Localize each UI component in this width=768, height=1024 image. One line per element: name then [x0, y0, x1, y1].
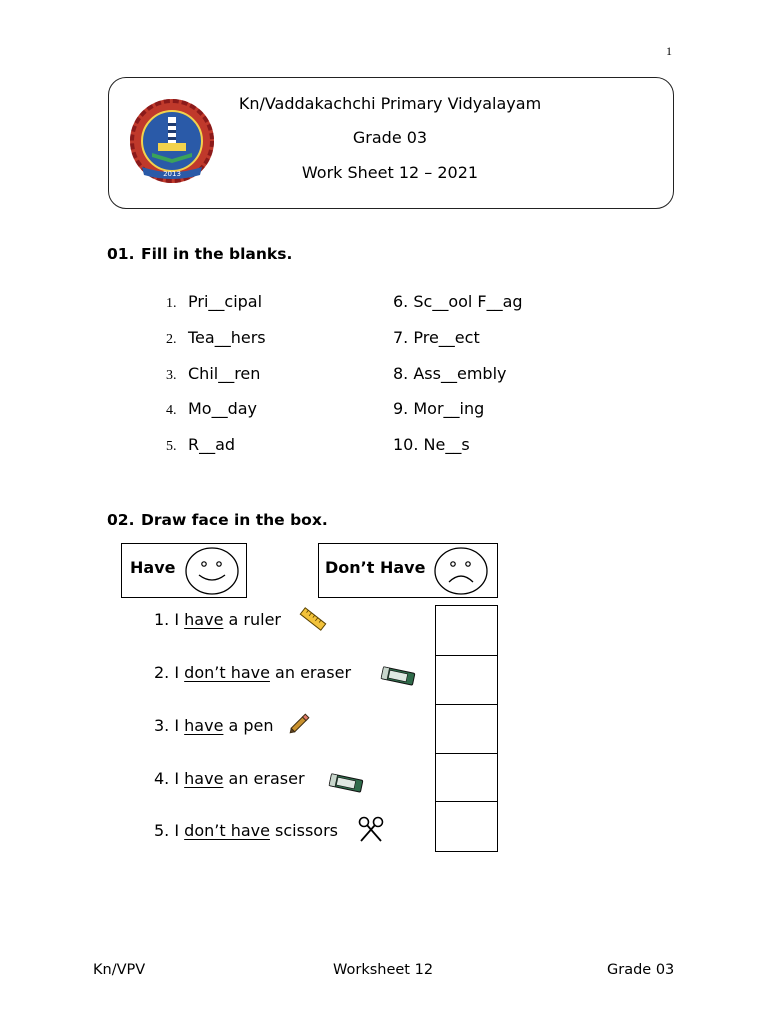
- section1-title: Fill in the blanks.: [141, 245, 293, 263]
- blank-item: 10. Ne__s: [393, 435, 470, 454]
- blank-item: 3. Chil__ren: [166, 364, 261, 383]
- pen-icon: [286, 709, 314, 737]
- sentence-2: 2. I don’t have an eraser: [154, 663, 352, 682]
- dont-have-label: Don’t Have: [325, 558, 426, 577]
- answer-box-3[interactable]: [435, 704, 498, 754]
- section1-number: 01.: [107, 245, 135, 263]
- sentence-4: 4. I have an eraser: [154, 769, 305, 788]
- ruler-icon: [298, 604, 328, 634]
- happy-face-icon: [184, 546, 240, 596]
- footer-center: Worksheet 12: [333, 962, 434, 978]
- school-crest-icon: [128, 97, 216, 185]
- blank-item: 6. Sc__ool F__ag: [393, 292, 523, 311]
- blank-item: 5. R__ad: [166, 435, 236, 454]
- blank-item: 7. Pre__ect: [393, 328, 480, 347]
- sentence-3: 3. I have a pen: [154, 716, 274, 735]
- sad-face-icon: [433, 546, 489, 596]
- answer-box-4[interactable]: [435, 753, 498, 802]
- worksheet-title: Work Sheet 12 – 2021: [301, 163, 479, 182]
- section2-heading: [107, 511, 328, 529]
- eraser-icon: [380, 664, 416, 688]
- section1-heading: [107, 245, 292, 263]
- blank-item: 9. Mor__ing: [393, 399, 485, 418]
- scissors-icon: [356, 814, 386, 844]
- logo-year: 2013: [163, 170, 181, 178]
- answer-box-1[interactable]: [435, 605, 498, 656]
- sentence-5: 5. I don’t have scissors: [154, 821, 338, 840]
- page-number: 1: [666, 44, 672, 58]
- sentence-1: 1. I have a ruler: [154, 610, 281, 629]
- section2-title: Draw face in the box.: [141, 511, 328, 529]
- section2-number: 02.: [107, 511, 135, 529]
- footer-left: Kn/VPV: [93, 962, 146, 978]
- blank-item: 2. Tea__hers: [166, 328, 266, 347]
- grade-title: Grade 03: [352, 128, 428, 147]
- have-label: Have: [130, 558, 176, 577]
- blank-item: 1. Pri__cipal: [166, 292, 263, 311]
- answer-box-5[interactable]: [435, 801, 498, 852]
- blank-item: 8. Ass__embly: [393, 364, 507, 383]
- school-name: Kn/Vaddakachchi Primary Vidyalayam: [238, 94, 542, 113]
- eraser-icon: [328, 771, 364, 795]
- answer-box-2[interactable]: [435, 655, 498, 705]
- blank-item: 4. Mo__day: [166, 399, 258, 418]
- footer-right: Grade 03: [607, 962, 675, 978]
